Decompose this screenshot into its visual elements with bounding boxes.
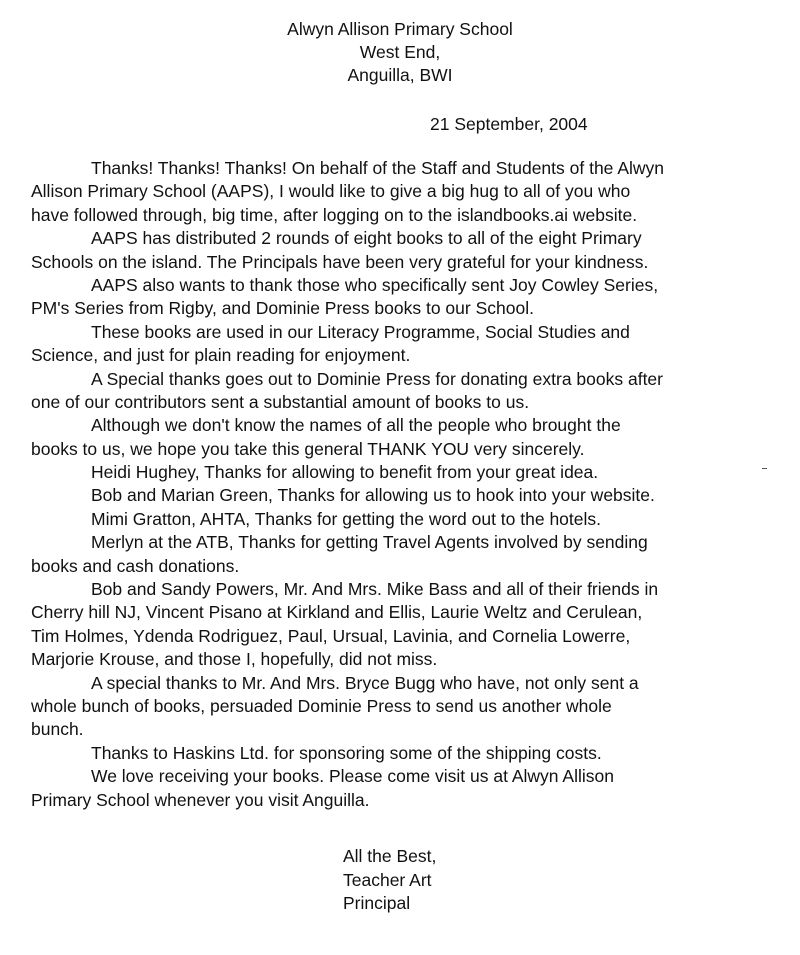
signatory-name: Teacher Art: [343, 869, 432, 890]
body-line: Bob and Sandy Powers, Mr. And Mrs. Mike Bass and all of their friends in: [91, 579, 659, 600]
letter-date: 21 September, 2004: [430, 114, 588, 134]
stray-mark: [762, 468, 767, 469]
body-line: Marjorie Krouse, and those I, hopefully, did not miss.: [31, 649, 438, 670]
body-line: Schools on the island. The Principals have been very grateful for your kindness.: [31, 251, 649, 272]
body-line: whole bunch of books, persuaded Dominie Press to send us another whole: [31, 695, 612, 716]
body-line: books to us, we hope you take this general THANK YOU very sincerely.: [31, 438, 585, 459]
body-line: have followed through, big time, after logging on to the islandbooks.ai website.: [31, 204, 638, 225]
island-address: Anguilla, BWI: [347, 65, 453, 85]
body-line: These books are used in our Literacy Programme, Social Studies and: [91, 321, 630, 342]
body-line: Cherry hill NJ, Vincent Pisano at Kirkland and Ellis, Laurie Weltz and Cerulean,: [31, 602, 643, 623]
closing-salutation: All the Best,: [343, 846, 437, 866]
body-line: Heidi Hughey, Thanks for allowing to benefit from your great idea.: [91, 462, 599, 483]
letter-body: [31, 157, 776, 812]
signatory-title: Principal: [343, 893, 411, 913]
body-line: books and cash donations.: [31, 555, 240, 576]
body-line: Mimi Gratton, AHTA, Thanks for getting the word out to the hotels.: [91, 508, 602, 529]
body-line: A special thanks to Mr. And Mrs. Bryce Bugg who have, not only sent a: [91, 672, 639, 693]
street-address: West End,: [359, 42, 441, 62]
body-line: Thanks to Haskins Ltd. for sponsoring some of the shipping costs.: [91, 742, 602, 763]
body-line: We love receiving your books. Please come visit us at Alwyn Allison: [91, 766, 614, 787]
school-name: Alwyn Allison Primary School: [287, 19, 513, 39]
body-line: AAPS has distributed 2 rounds of eight books to all of the eight Primary: [91, 228, 642, 249]
body-line: PM's Series from Rigby, and Dominie Press books to our School.: [31, 298, 534, 319]
letter-closing: [343, 845, 436, 916]
body-line: A Special thanks goes out to Dominie Press for donating extra books after: [91, 368, 663, 389]
body-line: Thanks! Thanks! Thanks! On behalf of the Staff and Students of the Alwyn: [91, 158, 664, 178]
body-line: Science, and just for plain reading for enjoyment.: [31, 345, 411, 366]
body-line: Tim Holmes, Ydenda Rodriguez, Paul, Ursual, Lavinia, and Cornelia Lowerre,: [31, 625, 631, 646]
body-line: Bob and Marian Green, Thanks for allowing us to hook into your website.: [91, 485, 655, 506]
body-line: Primary School whenever you visit Anguilla.: [31, 789, 370, 810]
body-line: bunch.: [31, 719, 84, 740]
body-line: one of our contributors sent a substantial amount of books to us.: [31, 391, 530, 412]
body-line: Although we don't know the names of all the people who brought the: [91, 415, 621, 436]
letterhead-address: [240, 18, 560, 87]
body-line: Merlyn at the ATB, Thanks for getting Travel Agents involved by sending: [91, 532, 648, 553]
body-line: Allison Primary School (AAPS), I would like to give a big hug to all of you who: [31, 181, 631, 202]
body-line: AAPS also wants to thank those who specifically sent Joy Cowley Series,: [91, 274, 659, 295]
